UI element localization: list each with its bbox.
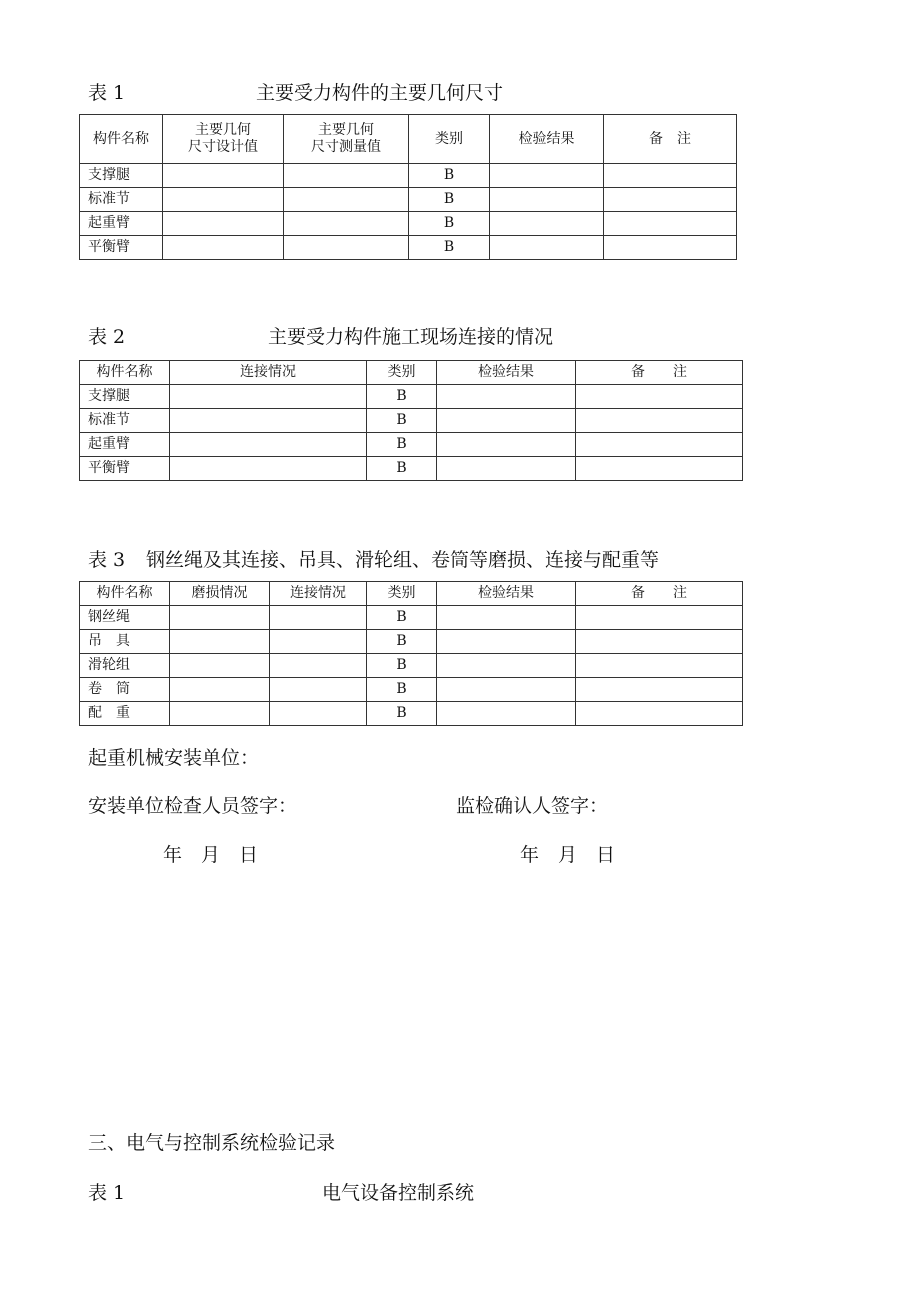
table-cell bbox=[576, 654, 743, 678]
table-cell bbox=[270, 702, 367, 726]
table-cell bbox=[490, 236, 604, 260]
table-cell bbox=[604, 212, 737, 236]
table-row bbox=[80, 409, 743, 433]
table-cell bbox=[270, 654, 367, 678]
table-cell bbox=[437, 606, 576, 630]
component-name-cell: 平衡臂 bbox=[80, 457, 170, 481]
table-cell: B bbox=[367, 385, 437, 409]
inspector-signature-label: 安装单位检查人员签字： bbox=[88, 795, 298, 817]
table-cell bbox=[437, 385, 576, 409]
table-cell bbox=[284, 212, 409, 236]
component-name-cell: 平衡臂 bbox=[80, 236, 163, 260]
table1-title: 主要受力构件的主要几何尺寸 bbox=[256, 82, 504, 104]
table-cell bbox=[284, 236, 409, 260]
table-cell bbox=[576, 385, 743, 409]
table-cell bbox=[170, 385, 367, 409]
table-cell bbox=[437, 654, 576, 678]
table1-header-0: 构件名称 bbox=[80, 115, 163, 164]
table-cell bbox=[163, 212, 284, 236]
table-cell bbox=[576, 606, 743, 630]
table-row bbox=[80, 188, 737, 212]
table-cell: B bbox=[367, 606, 437, 630]
table-cell bbox=[437, 678, 576, 702]
table3-header-2: 连接情况 bbox=[270, 582, 367, 606]
table1-header-3: 类别 bbox=[409, 115, 490, 164]
table2-header-2: 类别 bbox=[367, 361, 437, 385]
section3-table-title: 电气设备控制系统 bbox=[322, 1182, 475, 1204]
table-cell bbox=[170, 678, 270, 702]
table-row bbox=[80, 457, 743, 481]
table3-title: 钢丝绳及其连接、吊具、滑轮组、卷筒等磨损、连接与配重等 bbox=[146, 549, 660, 571]
table-cell bbox=[170, 630, 270, 654]
table-row bbox=[80, 702, 743, 726]
table-cell bbox=[576, 433, 743, 457]
table-cell bbox=[437, 702, 576, 726]
table-row bbox=[80, 630, 743, 654]
table-row bbox=[80, 385, 743, 409]
table-cell bbox=[604, 188, 737, 212]
table-cell: B bbox=[367, 654, 437, 678]
table-cell bbox=[576, 702, 743, 726]
table-row bbox=[80, 433, 743, 457]
table-cell bbox=[604, 164, 737, 188]
section3-table-number: 表 1 bbox=[88, 1182, 126, 1204]
table-cell bbox=[170, 606, 270, 630]
section3-heading: 三、电气与控制系统检验记录 bbox=[88, 1132, 336, 1154]
date-left: 年 月 日 bbox=[163, 844, 259, 866]
table3-caption bbox=[88, 545, 748, 571]
table2-caption bbox=[88, 322, 608, 348]
table1-number: 表 1 bbox=[88, 82, 126, 104]
table-cell: B bbox=[367, 678, 437, 702]
table-cell bbox=[437, 630, 576, 654]
table-cell: B bbox=[367, 702, 437, 726]
table-cell: B bbox=[409, 188, 490, 212]
table3-header-5: 备 注 bbox=[576, 582, 743, 606]
table-row bbox=[80, 212, 737, 236]
table3-header-4: 检验结果 bbox=[437, 582, 576, 606]
table-cell bbox=[270, 678, 367, 702]
table3-header-3: 类别 bbox=[367, 582, 437, 606]
table-cell: B bbox=[367, 457, 437, 481]
table3 bbox=[79, 581, 743, 726]
table-cell bbox=[170, 433, 367, 457]
table-cell bbox=[576, 409, 743, 433]
table1-header-1: 主要几何 尺寸设计值 bbox=[163, 115, 284, 164]
table-row bbox=[80, 678, 743, 702]
component-name-cell: 支撑腿 bbox=[80, 385, 170, 409]
table-cell bbox=[437, 409, 576, 433]
component-name-cell: 卷 筒 bbox=[80, 678, 170, 702]
table-cell bbox=[490, 164, 604, 188]
table-cell: B bbox=[409, 212, 490, 236]
table-cell: B bbox=[409, 236, 490, 260]
table2-header-3: 检验结果 bbox=[437, 361, 576, 385]
date-right: 年 月 日 bbox=[520, 844, 616, 866]
table-row bbox=[80, 654, 743, 678]
install-unit-label: 起重机械安装单位： bbox=[88, 747, 260, 769]
table-cell: B bbox=[367, 433, 437, 457]
table-cell bbox=[284, 188, 409, 212]
table-row bbox=[80, 164, 737, 188]
table-cell bbox=[576, 630, 743, 654]
table-cell bbox=[163, 188, 284, 212]
table3-header-1: 磨损情况 bbox=[170, 582, 270, 606]
component-name-cell: 标准节 bbox=[80, 409, 170, 433]
table-cell: B bbox=[367, 630, 437, 654]
table1-header-5: 备 注 bbox=[604, 115, 737, 164]
table-cell bbox=[604, 236, 737, 260]
component-name-cell: 滑轮组 bbox=[80, 654, 170, 678]
table-cell bbox=[270, 630, 367, 654]
component-name-cell: 标准节 bbox=[80, 188, 163, 212]
table-cell bbox=[163, 236, 284, 260]
confirm-signature-label: 监检确认人签字： bbox=[456, 795, 609, 817]
table2-number: 表 2 bbox=[88, 326, 126, 348]
table1-header-4: 检验结果 bbox=[490, 115, 604, 164]
table-cell: B bbox=[367, 409, 437, 433]
table-cell bbox=[163, 164, 284, 188]
table3-header-0: 构件名称 bbox=[80, 582, 170, 606]
table1-caption bbox=[88, 78, 548, 104]
table-row bbox=[80, 236, 737, 260]
table-cell bbox=[490, 188, 604, 212]
table-cell bbox=[490, 212, 604, 236]
table-cell bbox=[437, 433, 576, 457]
table2-header-0: 构件名称 bbox=[80, 361, 170, 385]
table3-number: 表 3 bbox=[88, 549, 126, 571]
component-name-cell: 配 重 bbox=[80, 702, 170, 726]
table-cell bbox=[576, 678, 743, 702]
table-cell bbox=[170, 702, 270, 726]
component-name-cell: 支撑腿 bbox=[80, 164, 163, 188]
table1 bbox=[79, 114, 737, 260]
table-cell bbox=[170, 654, 270, 678]
component-name-cell: 起重臂 bbox=[80, 212, 163, 236]
component-name-cell: 钢丝绳 bbox=[80, 606, 170, 630]
table-cell bbox=[576, 457, 743, 481]
table1-header-2: 主要几何 尺寸测量值 bbox=[284, 115, 409, 164]
table-cell: B bbox=[409, 164, 490, 188]
table-row bbox=[80, 606, 743, 630]
table2-header-1: 连接情况 bbox=[170, 361, 367, 385]
component-name-cell: 吊 具 bbox=[80, 630, 170, 654]
table-cell bbox=[284, 164, 409, 188]
table-cell bbox=[170, 409, 367, 433]
table2 bbox=[79, 360, 743, 481]
table2-title: 主要受力构件施工现场连接的情况 bbox=[268, 326, 554, 348]
table-cell bbox=[437, 457, 576, 481]
table-cell bbox=[170, 457, 367, 481]
table2-header-4: 备 注 bbox=[576, 361, 743, 385]
component-name-cell: 起重臂 bbox=[80, 433, 170, 457]
table-cell bbox=[270, 606, 367, 630]
